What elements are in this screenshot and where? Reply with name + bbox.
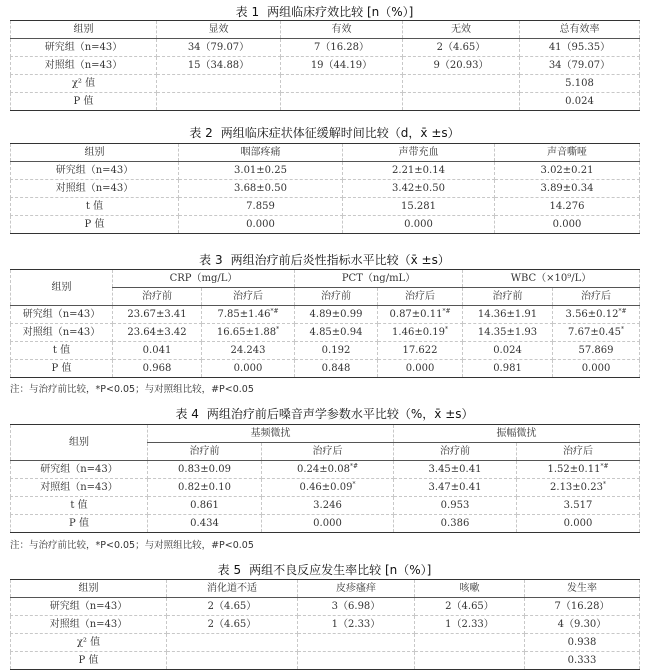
table-cell: 1.52±0.11*# (517, 461, 640, 479)
table-cell: 0.000 (378, 360, 463, 378)
table-cell: 3.56±0.12*# (553, 306, 640, 324)
table2 (10, 143, 640, 234)
table-cell: 14.35±1.93 (463, 324, 553, 342)
table-cell: 1（2.33） (415, 616, 525, 634)
table-row (11, 93, 640, 111)
table-row (11, 652, 640, 670)
table-row (11, 497, 640, 515)
table-cell: 2（4.65） (403, 39, 520, 57)
table-row (11, 75, 640, 93)
table4-subheader: 治疗后 (262, 443, 394, 461)
table4-subheader: 治疗后 (517, 443, 640, 461)
table-cell: 4（9.30） (525, 616, 640, 634)
table-cell: 3（6.98） (298, 598, 415, 616)
row-label: P 值 (11, 652, 167, 670)
table1-header-cell: 总有效率 (520, 21, 640, 39)
table-cell: 0.041 (113, 342, 202, 360)
table-cell: 4.85±0.94 (295, 324, 378, 342)
table-cell: 0.46±0.09* (262, 479, 394, 497)
table2-header-cell: 声带充血 (343, 144, 495, 162)
table3-subheader: 治疗前 (113, 288, 202, 306)
table4-subheader: 治疗前 (148, 443, 262, 461)
table4-note: 注：与治疗前比较，*P<0.05；与对照组比较，#P<0.05 (10, 540, 254, 551)
table-row (11, 180, 640, 198)
table-cell (167, 652, 298, 670)
table3-caption (0, 253, 649, 267)
row-label: 研究组（n=43） (11, 598, 167, 616)
table-cell: 14.276 (495, 198, 640, 216)
table-cell: 23.67±3.41 (113, 306, 202, 324)
table-row (11, 634, 640, 652)
table-cell: 0.386 (394, 515, 517, 533)
table-cell: 0.000 (495, 216, 640, 234)
row-label: χ² 值 (11, 75, 157, 93)
table-cell: 3.68±0.50 (179, 180, 343, 198)
table1-header-cell: 显效 (157, 21, 281, 39)
table5-header-cell: 消化道不适 (167, 580, 298, 598)
table-row (11, 324, 640, 342)
table-cell: 0.24±0.08*# (262, 461, 394, 479)
table1-number: 表 1 (235, 5, 260, 19)
table3-subheader: 治疗后 (202, 288, 295, 306)
table-cell: 2（4.65） (415, 598, 525, 616)
table-cell: 0.000 (517, 515, 640, 533)
table2-number: 表 2 (189, 126, 213, 140)
row-label: P 值 (11, 360, 113, 378)
table3-subheader: 治疗后 (553, 288, 640, 306)
table-row (11, 360, 640, 378)
table5-caption (0, 563, 649, 577)
table-cell: 23.64±3.42 (113, 324, 202, 342)
table-cell: 0.000 (343, 216, 495, 234)
table3-note: 注：与治疗前比较，*P<0.05；与对照组比较，#P<0.05 (10, 384, 254, 395)
table-cell: 0.000 (202, 360, 295, 378)
table-row (11, 306, 640, 324)
table2-header-cell: 组别 (11, 144, 179, 162)
table-cell: 0.333 (525, 652, 640, 670)
table-cell: 15.281 (343, 198, 495, 216)
table2-header-cell: 咽部疼痛 (179, 144, 343, 162)
table-cell: 14.36±1.91 (463, 306, 553, 324)
table-cell: 7（16.28） (281, 39, 403, 57)
table-cell (403, 93, 520, 111)
table-row (11, 616, 640, 634)
table3-number: 表 3 (199, 253, 223, 267)
table-cell: 3.01±0.25 (179, 162, 343, 180)
table-row (11, 162, 640, 180)
table-cell: 3.42±0.50 (343, 180, 495, 198)
table-cell: 0.000 (179, 216, 343, 234)
table-row (11, 216, 640, 234)
table-cell (167, 634, 298, 652)
table-row (11, 479, 640, 497)
table2-header-cell: 声音嘶哑 (495, 144, 640, 162)
table5-number: 表 5 (217, 563, 242, 577)
table3-group-pct: PCT（ng/mL） (295, 270, 463, 288)
row-label: P 值 (11, 515, 148, 533)
table4-number: 表 4 (175, 407, 199, 421)
table1 (10, 20, 640, 111)
table-cell (298, 634, 415, 652)
row-label: P 值 (11, 216, 179, 234)
table5-header-cell: 组别 (11, 580, 167, 598)
table-row (11, 57, 640, 75)
table3-subheader: 治疗前 (295, 288, 378, 306)
row-label: 研究组（n=43） (11, 306, 113, 324)
table-cell: 57.869 (553, 342, 640, 360)
table-cell: 41（95.35） (520, 39, 640, 57)
table-cell: 9（20.93） (403, 57, 520, 75)
table-cell: 7.859 (179, 198, 343, 216)
table4-group-jitter: 基频微扰 (148, 425, 394, 443)
table1-header-cell: 有效 (281, 21, 403, 39)
table-cell: 0.83±0.09 (148, 461, 262, 479)
table-cell: 2.21±0.14 (343, 162, 495, 180)
row-label: t 值 (11, 342, 113, 360)
table-cell (157, 75, 281, 93)
table3-title: 两组治疗前后炎性指标水平比较（x̄ ±s） (230, 253, 450, 267)
table-cell: 17.622 (378, 342, 463, 360)
table-cell: 1（2.33） (298, 616, 415, 634)
table-cell (415, 634, 525, 652)
table-cell: 0.938 (525, 634, 640, 652)
table-cell: 0.968 (113, 360, 202, 378)
row-label: P 值 (11, 93, 157, 111)
table-cell: 2.13±0.23* (517, 479, 640, 497)
table-cell: 0.953 (394, 497, 517, 515)
table-cell: 5.108 (520, 75, 640, 93)
table5-header-cell: 咳嗽 (415, 580, 525, 598)
table-cell: 34（79.07） (157, 39, 281, 57)
table-cell (157, 93, 281, 111)
table-cell: 4.89±0.99 (295, 306, 378, 324)
row-label: 对照组（n=43） (11, 479, 148, 497)
table-cell: 0.192 (295, 342, 378, 360)
row-label: 对照组（n=43） (11, 616, 167, 634)
table-cell: 3.47±0.41 (394, 479, 517, 497)
row-label: 对照组（n=43） (11, 324, 113, 342)
table-cell: 0.000 (553, 360, 640, 378)
table-row (11, 598, 640, 616)
table-row (11, 342, 640, 360)
table-cell: 3.45±0.41 (394, 461, 517, 479)
table3 (10, 269, 640, 378)
table-cell: 0.82±0.10 (148, 479, 262, 497)
table-cell: 0.434 (148, 515, 262, 533)
row-label: 对照组（n=43） (11, 57, 157, 75)
row-label: t 值 (11, 497, 148, 515)
table5-title: 两组不良反应发生率比较 [n（%）] (249, 563, 432, 577)
table-cell: 34（79.07） (520, 57, 640, 75)
table-cell: 19（44.19） (281, 57, 403, 75)
table-cell: 3.02±0.21 (495, 162, 640, 180)
table1-caption (0, 5, 649, 19)
table-cell (403, 75, 520, 93)
table-cell (281, 75, 403, 93)
table1-header-cell: 组别 (11, 21, 157, 39)
table5-header-cell: 发生率 (525, 580, 640, 598)
table-cell: 0.981 (463, 360, 553, 378)
table1-header-cell: 无效 (403, 21, 520, 39)
table2-title: 两组临床症状体征缓解时间比较（d，x̄ ±s） (220, 126, 460, 140)
table-cell: 7.67±0.45* (553, 324, 640, 342)
table-cell: 0.861 (148, 497, 262, 515)
table-cell: 3.246 (262, 497, 394, 515)
table3-group-crp: CRP（mg/L） (113, 270, 295, 288)
row-label: 研究组（n=43） (11, 162, 179, 180)
table4-caption (0, 407, 649, 421)
table-row (11, 515, 640, 533)
row-label: 对照组（n=43） (11, 180, 179, 198)
table3-group-wbc: WBC（×10⁹/L） (463, 270, 640, 288)
table-cell: 0.000 (262, 515, 394, 533)
table-cell: 24.243 (202, 342, 295, 360)
table-cell (415, 652, 525, 670)
row-label: t 值 (11, 198, 179, 216)
table-cell: 2（4.65） (167, 616, 298, 634)
table-cell: 1.46±0.19* (378, 324, 463, 342)
table2-caption (0, 126, 649, 140)
table4-group-shimmer: 振幅微扰 (394, 425, 640, 443)
table-cell: 0.024 (463, 342, 553, 360)
table4-subheader: 治疗前 (394, 443, 517, 461)
table-cell: 0.024 (520, 93, 640, 111)
table-cell: 15（34.88） (157, 57, 281, 75)
table4-group-header: 组别 (11, 425, 148, 461)
table-cell (281, 93, 403, 111)
table3-group-header: 组别 (11, 270, 113, 306)
table-row (11, 198, 640, 216)
row-label: χ² 值 (11, 634, 167, 652)
table1-title: 两组临床疗效比较 [n（%）] (267, 5, 414, 19)
table-cell: 3.89±0.34 (495, 180, 640, 198)
table-row (11, 39, 640, 57)
table-cell: 7（16.28） (525, 598, 640, 616)
table3-subheader: 治疗前 (463, 288, 553, 306)
table-cell: 2（4.65） (167, 598, 298, 616)
table-cell: 7.85±1.46*# (202, 306, 295, 324)
table5 (10, 579, 640, 670)
row-label: 研究组（n=43） (11, 39, 157, 57)
table4 (10, 424, 640, 533)
table5-header-cell: 皮疹瘙痒 (298, 580, 415, 598)
table3-subheader: 治疗后 (378, 288, 463, 306)
table-cell: 0.87±0.11*# (378, 306, 463, 324)
table-cell (298, 652, 415, 670)
row-label: 研究组（n=43） (11, 461, 148, 479)
table-row (11, 461, 640, 479)
table-cell: 16.65±1.88* (202, 324, 295, 342)
table4-title: 两组治疗前后嗓音声学参数水平比较（%，x̄ ±s） (206, 407, 474, 421)
table-cell: 0.848 (295, 360, 378, 378)
table-cell: 3.517 (517, 497, 640, 515)
